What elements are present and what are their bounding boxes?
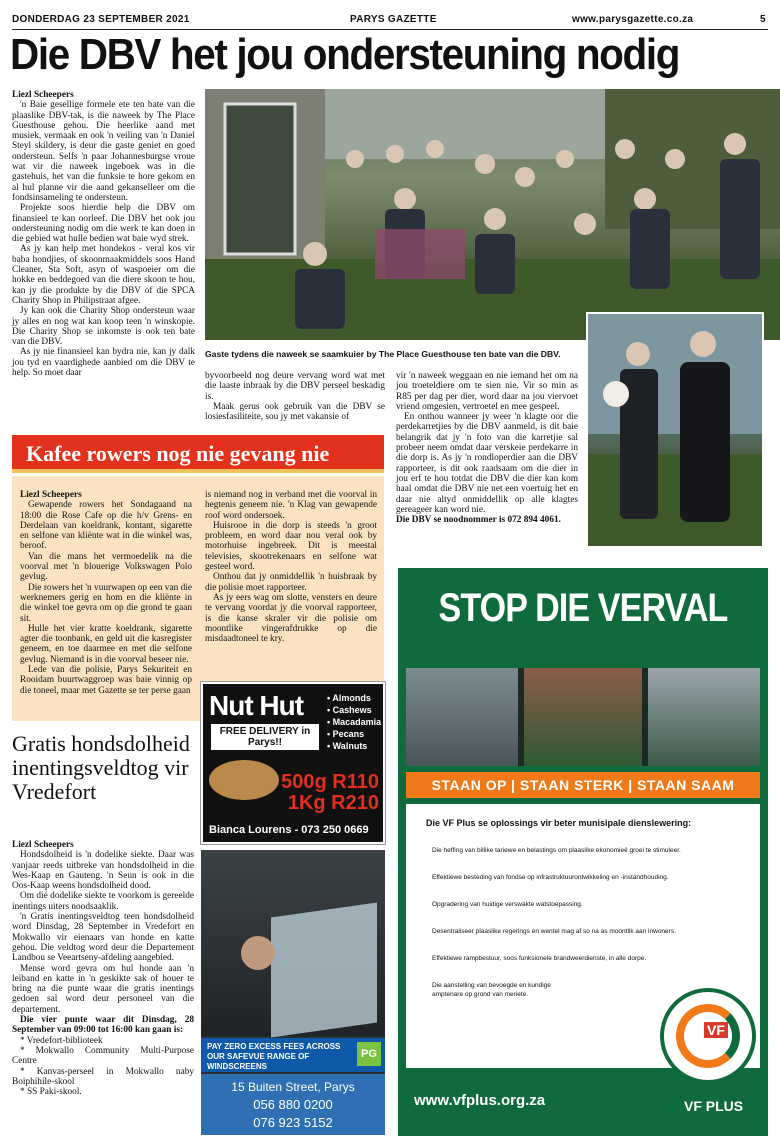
nuts-bowl-image (209, 760, 279, 800)
vf-solutions-list (432, 846, 702, 999)
article2-para: Hulle het vier kratte koeldrank, sigarette agter die toonbank, en geld uit die kasregister geneem, en toe daarmee en met die selfone gevlug. Niemand is in die voorval beseer nie. (20, 623, 192, 665)
article2-para: Van die mans het vermoedelik na die voorval met 'n blouerige Volkswagen Polo gevlug. (20, 551, 192, 583)
vf-plus-ad (398, 568, 768, 1136)
article1-para: As jy kan help met hondekos - veral kos vir baba hondjies, of skoonmaakmiddels soos Hand Cleaner, Sta Soft, asyn of waspoeier om die hokke en beddegoed van die diere skoon te hou, kan jy die produkte by die DBV of die SPCA Charity Shop in Philipstraat afgee. (12, 244, 195, 306)
vaccination-point: * SS Paki-skool. (20, 1087, 82, 1098)
pg-address: 15 Buiten Street, Parys (231, 1080, 355, 1094)
article1-col3 (396, 371, 578, 525)
article1-para: Projekte soos hierdie help die DBV om finansieel te kan oorleef. Die DBV het ook jou ondersteuning nodig om die werk te kan doen in die gebied wat hulle bedien wat baie wyd strek. (12, 203, 195, 245)
paper-name: PARYS GAZETTE (350, 14, 437, 25)
pg-badge: PG (357, 1042, 381, 1066)
article2-para: As jy eers wag om slotte, vensters en deure te vervang voordat jy die voorval rapporteer, is die kanse skraler vir die polisie om moontlike vingerafdrukke op die misdaadtoneel te kry. (205, 592, 377, 645)
price-1kg: 1Kg R210 (287, 792, 379, 814)
vaccination-point: * Mokwallo Community Multi-Purpose Centre (12, 1045, 194, 1067)
article3-byline: Liezl Scheepers (12, 840, 74, 850)
article1-para: En onthou wanneer jy weer 'n klagte oor die perdekarretjies by die DBV aanmeld, is dit baie belangrik dat jy 'n foto van die karretjie sal probeer neem omdat daar verskeie perdekarre in die dorp is. As jy 'n rondloperdier aan die DBV rapporteer, is dit ook raadsaam om die dier in jou erf te hou totdat die DBV die dier kan kom haal omdat die DBV nie net een voertuig het en daar nie altyd onmiddellik op alle klagtes gereageer kan word nie. (396, 412, 578, 515)
vf-logo (660, 988, 756, 1084)
kafee-title: Kafee rowers nog nie gevang nie (26, 441, 330, 466)
vf-item: Effektiewe besteding van fondse op infrastruktuurontwikkeling en -instandhouding. (432, 874, 669, 881)
nut-hut-name: Nut Hut (209, 690, 304, 721)
article2-para: Gewapende rowers het Sondagaand na 18:00 die Rose Cafe op die h/v Grens- en Derdelaan van koeldrank, kontant, sigarette en selfone van kliënte wat in die winkel was, beroof. (20, 500, 192, 552)
article3-para: Om dié dodelike siekte te voorkom is gereelde inentings uiters noodsaaklik. (12, 891, 194, 912)
dogs-photo (586, 312, 764, 548)
vf-logo-text: VF (704, 1022, 728, 1038)
vf-intro: Die VF Plus se oplossings vir beter munisipale dienslewering: (426, 818, 692, 828)
guesthouse-photo (205, 89, 780, 340)
vf-brand: VF PLUS (684, 1098, 744, 1114)
article2-para: Die rowers het 'n vuurwapen op een van die werknemers gerig en hom en die kliënte in die winkel toe gevra om op die grond te gaan sit. (20, 582, 192, 624)
pg-phone2: 076 923 5152 (253, 1115, 333, 1130)
emergency-number: Die DBV se noodnommer is 072 894 4061. (396, 515, 561, 526)
article3-para: Mense word gevra om hul honde aan 'n leiband en katte in 'n geskikte sak of houer te bring na die punte waar die gratis inentings gedoen sal word deur personeel van die departement. (12, 963, 194, 1015)
windscreen-glass (271, 903, 377, 1038)
article1-byline: Liezl Scheepers (12, 90, 74, 100)
article1-para: As jy nie finansieel kan bydra nie, kan jy dalk jou tyd en vaardighede aanbied om die DBV te help. So moet daar (12, 347, 195, 379)
article2-para: Lede van die polisie, Parys Sekuriteit en Rooidam buurtwaggroep was baie vinnig op die toneel, maar met Gazette se ter perse gaan (20, 665, 192, 696)
vf-item: Die aanstelling van bevoegde en kundige amptenare op grond van meriete. (432, 982, 551, 998)
guesthouse-photo-art (205, 89, 780, 340)
vaccination-point: * Vredefort-biblioteek (20, 1035, 103, 1046)
issue-date: DONDERDAG 23 SEPTEMBER 2021 (12, 14, 190, 25)
article2-para: Onthou dat jy onmiddellik 'n huisbraak by die polisie moet rapporteer. (205, 572, 377, 593)
windscreen-ad (201, 850, 385, 1135)
vf-slogan-strip: STAAN OP | STAAN STERK | STAAN SAAM (406, 772, 760, 798)
page-number: 5 (760, 14, 766, 25)
article3-para: Hondsdolheid is 'n dodelike siekte. Daar was vanjaar reeds uitbreke van hondsdolheid in die Wes-Kaap en Gauteng. 'n Seun is ook in die Oos-Kaap weens hondsdolheid dood. (12, 850, 194, 892)
article1-para: Jy kan ook die Charity Shop ondersteun waar jy alles en nog wat kan koop teen 'n winskopie. Die Charity Shop se inkomste is ook ten bate van die DBV. (12, 306, 195, 348)
page-header (12, 14, 768, 30)
article1-col1 (12, 90, 195, 378)
free-delivery: FREE DELIVERY in Parys!! (211, 724, 319, 750)
nut-hut-ad (201, 682, 385, 844)
gratis-headline: Gratis hondsdolheid inentingsveldtog vir Vredefort (12, 731, 190, 804)
nut-item: • Macadamia (327, 717, 382, 727)
article1-para: 'n Baie gesellige formele ete ten bate van die plaaslike DBV-tak, is die naweek by The Place Guesthouse gehou. Die heerlike aand met musiek, vermaak en ook 'n veiling van 'n Daniel Steyl skildery, is deur die gaste geniet en goed ondersteun. Selfs 'n paar Johannesburgse vroue wat vir die naweek ingeboek was in die gastehuis, het van die funksie te hore gekom en al hul planne vir die aand gekanselleer om die fondsinsameling te ondersteun. (12, 100, 195, 203)
article1-para: byvoorbeeld nog deure vervang word wat met die laaste inbraak by die DBV perseel beskadig is. (205, 371, 385, 402)
price-500g: 500g R110 (281, 771, 379, 793)
article3-col (12, 840, 194, 1097)
photo-caption: Gaste tydens die naweek se saamkuier by The Place Guesthouse ten bate van die DBV. (205, 349, 561, 359)
kafee-col1 (20, 490, 192, 696)
windscreen-photo (201, 850, 385, 1036)
paper-url: www.parysgazette.co.za (572, 14, 694, 25)
nut-list (327, 692, 381, 752)
nut-item: • Pecans (327, 729, 365, 739)
vf-url: www.vfplus.org.za (414, 1092, 546, 1109)
article1-col2 (205, 371, 385, 422)
main-headline: Die DBV het jou ondersteuning nodig (10, 30, 680, 79)
article1-para: Maak gerus ook gebruik van die DBV se losiesfasiliteite, sou jy met vakansie of (205, 401, 385, 423)
nut-prices (271, 772, 379, 814)
nut-item: • Walnuts (327, 741, 368, 751)
article1-para: vir 'n naweek weggaan en nie iemand het om na jou troeteldiere om te sien nie. Vir so min as R85 per dag per dier, word daar na jou viervoet vriend omgesien, vertroetel en mee gespeel. (396, 371, 578, 412)
nut-item: • Almonds (327, 693, 371, 703)
vf-headline: STOP DIE VERVAL (438, 586, 728, 630)
pg-phone1: 056 880 0200 (253, 1097, 333, 1112)
vf-item: Opgradering van huidige verswakte watstoepassing. (432, 901, 583, 908)
article2-para: is niemand nog in verband met die voorval in hegtenis geneem nie. 'n Klag van gewapende roof word ondersoek. (205, 490, 377, 521)
vf-item: Desentraliseer plaaslike regerings en wentel mag af so na as moontlik aan inwoners. (432, 928, 676, 935)
article2-para: Huisrooe in die dorp is steeds 'n groot probleem, en word daar nou veral ook by motorhuise ingebreek. Dit is meestal televisies, skootrekenaars en selfone wat gesteel word. (205, 520, 377, 573)
kafee-col2 (205, 490, 377, 644)
vaccination-point: * Kanvas-perseel in Mokwallo naby Boiphihile-skool (12, 1066, 194, 1087)
pg-contact (201, 1074, 385, 1135)
nut-contact: Bianca Lourens - 073 250 0669 (209, 824, 369, 836)
vf-photo-strip (406, 668, 760, 766)
kafee-banner (12, 435, 384, 473)
article3-para: 'n Gratis inentingsveldtog teen hondsdolheid word Dinsdag, 28 September in Vredefort en Mokwallo vir eienaars van honde en katte gehou. Die veldtog word deur die Departement Landbou se Veeartseny-afdeling aangebied. (12, 912, 194, 964)
vf-item: Effektiewe rampbestuur, soos funksionele brandweerdienste, in alle dorpe. (432, 955, 647, 962)
worker-head (241, 936, 275, 970)
vf-item: Die heffing van billike tariewe en belastings om plaaslike ekonomieë groei te stimuleer. (432, 847, 681, 854)
zero-excess-banner: PAY ZERO EXCESS FEES ACROSS OUR SAFEVUE RANGE OF WINDSCREENS (201, 1038, 385, 1072)
vaccination-points-intro: Die vier punte waar dit Dinsdag, 28 September van 09:00 tot 16:00 kan gaan is: (12, 1015, 194, 1036)
nut-item: • Cashews (327, 705, 372, 715)
article2-byline: Liezl Scheepers (20, 490, 82, 500)
